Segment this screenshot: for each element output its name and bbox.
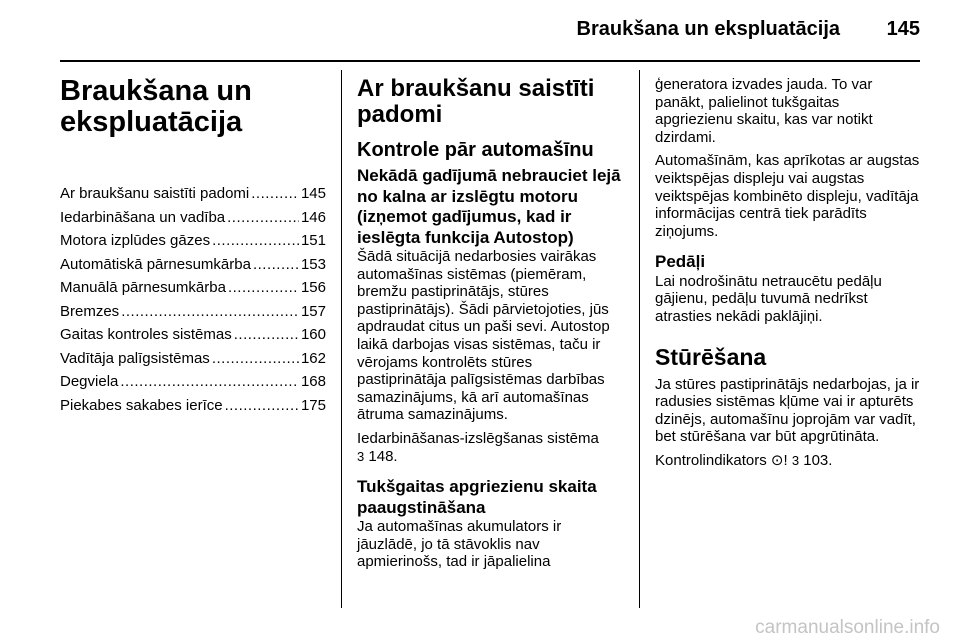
subsection-title: Kontrole pār automašīnu bbox=[357, 139, 594, 161]
toc-leader bbox=[251, 182, 299, 205]
table-of-contents bbox=[60, 182, 326, 417]
indicator-label: Kontrolindikators bbox=[655, 452, 767, 469]
toc-item[interactable] bbox=[60, 394, 326, 417]
toc-label[interactable]: Bremzes bbox=[60, 302, 120, 320]
running-title: Braukšana un ekspluatācija bbox=[576, 18, 840, 40]
paragraph: Šādā situācijā nedarbosies vairākas automašīnas sistēmas (piemēram, bremžu pastiprinātājs, stūres pastiprinātājs). Šādi pārvietojoties, jūs apdraudat citus un paši sevi. Autostop laikā darbojas visas sistēmas, taču ir vērojams kontrolēts stūres pastiprinātāja palīgsistēmas darbības samazinājums, kā arī automašīnas ātruma samazinājums. bbox=[357, 248, 610, 424]
toc-page[interactable]: 168 bbox=[300, 373, 326, 390]
toc-page[interactable]: 156 bbox=[300, 279, 326, 296]
chapter-column bbox=[60, 76, 326, 417]
chapter-title-line2: ekspluatācija bbox=[60, 106, 243, 138]
toc-leader bbox=[228, 276, 299, 299]
page-reference-link[interactable]: 148. bbox=[368, 447, 398, 465]
section-title bbox=[357, 76, 621, 128]
pedals-heading: Pedāļi bbox=[655, 252, 706, 272]
toc-item[interactable] bbox=[60, 182, 326, 205]
toc-label[interactable]: Manuālā pārnesumkārba bbox=[60, 279, 226, 296]
toc-leader bbox=[234, 323, 299, 346]
page-header bbox=[60, 14, 920, 54]
watermark: carmanualsonline.info bbox=[755, 617, 940, 638]
chapter-title-line1: Braukšana un bbox=[60, 75, 252, 107]
continuation-column bbox=[655, 76, 920, 476]
toc-item[interactable] bbox=[60, 323, 326, 346]
toc-label[interactable]: Vadītāja palīgsistēmas bbox=[60, 349, 210, 367]
toc-page[interactable]: 175 bbox=[300, 396, 326, 414]
warning-heading: Nekādā gadījumā nebrauciet lejā no kalna ar izslēgtu motoru (izņemot gadījumus, kad ir ieslēgta funkcija Autostop) bbox=[357, 166, 621, 247]
toc-page[interactable]: 146 bbox=[300, 208, 326, 226]
paragraph: Ja stūres pastiprinātājs nedarbojas, ja ir radusies sistēmas kļūme vai ir apturēts dzinējs, automašīnu joprojām var vadīt, bet stūrēšana var būt apgrūtināta. bbox=[655, 375, 920, 446]
toc-page[interactable]: 157 bbox=[300, 302, 326, 320]
paragraph: Ja automašīnas akumulators ir jāuzlādē, jo tā stāvoklis nav apmierinošs, tad ir jāpalielina bbox=[357, 518, 562, 571]
toc-page[interactable]: 162 bbox=[300, 349, 326, 367]
toc-page[interactable]: 153 bbox=[300, 255, 326, 273]
toc-leader bbox=[225, 394, 299, 417]
toc-leader bbox=[212, 347, 299, 370]
toc-item[interactable] bbox=[60, 347, 326, 370]
toc-label[interactable]: Piekabes sakabes ierīce bbox=[60, 396, 223, 414]
toc-page[interactable]: 160 bbox=[300, 326, 326, 343]
toc-item[interactable] bbox=[60, 300, 326, 323]
column-divider bbox=[341, 70, 342, 608]
header-rule bbox=[60, 60, 920, 62]
toc-leader bbox=[253, 253, 299, 276]
toc-label[interactable]: Iedarbināšana un vadība bbox=[60, 208, 226, 226]
toc-leader bbox=[227, 206, 299, 229]
chapter-title bbox=[60, 76, 326, 138]
toc-label[interactable]: Motora izplūdes gāzes bbox=[60, 232, 211, 249]
toc-page[interactable]: 151 bbox=[300, 232, 326, 249]
paragraph: Lai nodrošinātu netraucētu pedāļu gājienu, pedāļu tuvumā nedrīkst atrasties nekādi paklājiņi. bbox=[655, 272, 882, 326]
toc-leader bbox=[121, 300, 299, 323]
column-divider bbox=[639, 70, 640, 608]
toc-label[interactable]: Automātiskā pārnesumkārba bbox=[60, 255, 251, 273]
toc-label[interactable]: Ar braukšanu saistīti padomi bbox=[60, 185, 250, 202]
section-title-line1: Ar braukšanu saistīti bbox=[357, 75, 595, 102]
section-title-line2: padomi bbox=[357, 101, 443, 128]
toc-page[interactable]: 145 bbox=[300, 185, 326, 202]
reference-text: Iedarbināšanas-izslēgšanas sistēma bbox=[357, 429, 599, 447]
driving-tips-column bbox=[357, 76, 621, 577]
page-number: 145 bbox=[886, 18, 920, 40]
toc-label[interactable]: Degviela bbox=[60, 373, 119, 390]
reference-paragraph bbox=[357, 430, 621, 465]
paragraph: Automašīnām, kas aprīkotas ar augstas veiktspējas displeju vai augstas veiktspējas kombinēto displeju, vadītāja informācijas centrā tiek parādīts ziņojums. bbox=[655, 152, 920, 240]
toc-item[interactable] bbox=[60, 253, 326, 276]
toc-leader bbox=[120, 370, 299, 393]
reference-arrow-icon: 3 bbox=[357, 448, 365, 464]
indicator-paragraph bbox=[655, 452, 920, 470]
page-reference-link[interactable]: 103. bbox=[803, 452, 833, 469]
toc-item[interactable] bbox=[60, 370, 326, 393]
toc-leader bbox=[212, 229, 299, 252]
steering-warning-icon: ⊙! bbox=[770, 452, 788, 469]
reference-arrow-icon: 3 bbox=[791, 453, 800, 468]
idle-speed-heading: Tukšgaitas apgriezienu skaita paaugstināšana bbox=[357, 477, 597, 517]
toc-item[interactable] bbox=[60, 229, 326, 252]
toc-item[interactable] bbox=[60, 206, 326, 229]
steering-heading: Stūrēšana bbox=[655, 343, 767, 370]
paragraph: ģeneratora izvades jauda. To var panākt, palielinot tukšgaitas apgriezienu skaitu, kas var notikt dzirdami. bbox=[655, 76, 873, 146]
toc-label[interactable]: Gaitas kontroles sistēmas bbox=[60, 326, 232, 343]
toc-item[interactable] bbox=[60, 276, 326, 299]
